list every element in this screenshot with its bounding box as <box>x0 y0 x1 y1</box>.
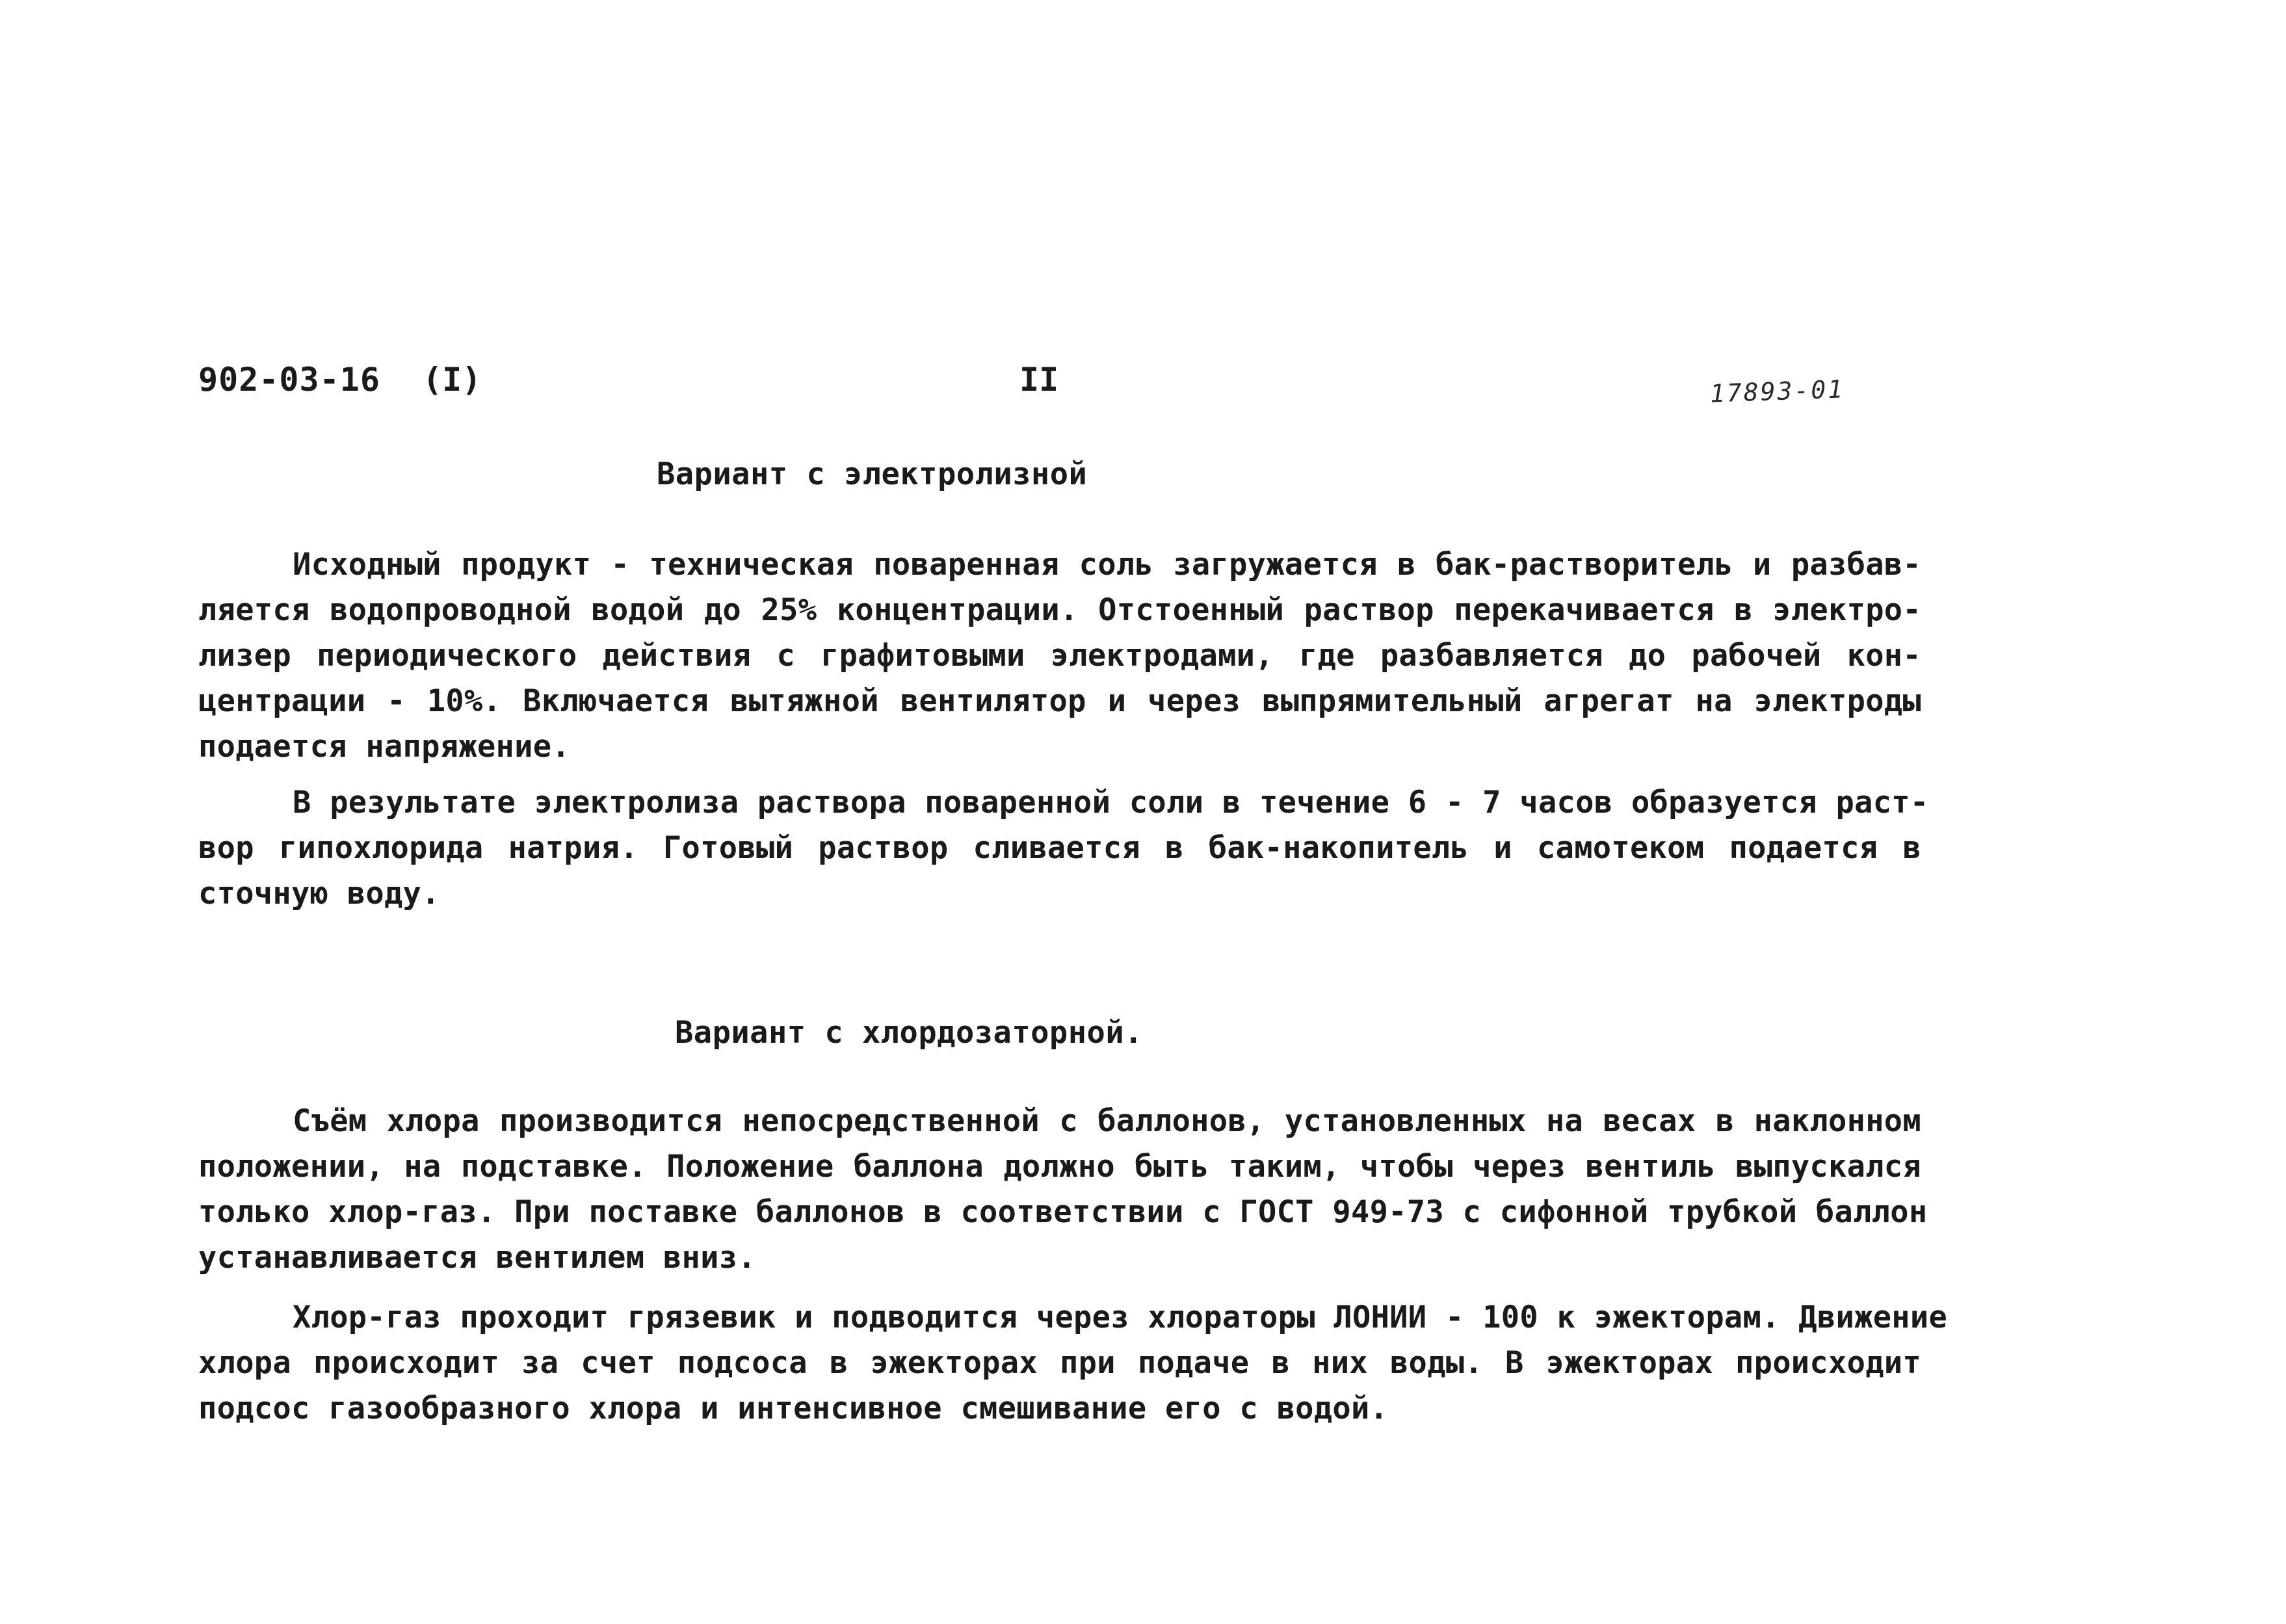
section-heading-chlorinator: Вариант с хлордозаторной. <box>675 1015 1143 1051</box>
paragraph-line: хлора происходит за счет подсоса в эжекторах при подаче в них воды. В эжекторах происходит <box>198 1345 1921 1381</box>
paragraph-chlorinator-2 <box>198 1295 1948 1432</box>
paragraph-line: только хлор-газ. При поставке баллонов в соответствии с ГОСТ 949-73 с сифонной трубкой баллон <box>198 1194 1928 1230</box>
paragraph-line: Исходный продукт - техническая поваренная соль загружается в бак-растворитель и разбав- <box>293 547 1921 583</box>
document-code: 902-03-16 <box>198 361 380 399</box>
paragraph-line: вор гипохлорида натрия. Готовый раствор сливается в бак-накопитель и самотеком подается в <box>198 830 1921 866</box>
paragraph-line: Съём хлора производится непосредственной с баллонов, установленных на весах в наклонном <box>293 1103 1921 1139</box>
paragraph-line: подается напряжение. <box>198 729 570 765</box>
paragraph-line: подсос газообразного хлора и интенсивное смешивание его с водой. <box>198 1391 1389 1426</box>
paragraph-line: Хлор-газ проходит грязевик и подводится через хлораторы ЛОНИИ - 100 к эжекторам. Движение <box>293 1300 1948 1335</box>
paragraph-chlorinator-1 <box>198 1099 1928 1281</box>
paragraph-electrolysis-2 <box>198 780 1929 917</box>
handwritten-stamp: 17893-01 <box>1709 374 1845 408</box>
paragraph-line: В результате электролиза раствора поваренной соли в течение 6 - 7 часов образуется раст- <box>293 785 1929 820</box>
paragraph-line: центрации - 10%. Включается вытяжной вентилятор и через выпрямительный агрегат на электроды <box>198 683 1921 719</box>
paragraph-line: устанавливается вентилем вниз. <box>198 1240 756 1276</box>
page-number: II <box>1019 361 1059 399</box>
document-edition: (I) <box>423 361 482 399</box>
section-heading-electrolysis: Вариант с электролизной <box>657 456 1088 492</box>
paragraph-line: положении, на подставке. Положение баллона должно быть таким, чтобы через вентиль выпускался <box>198 1149 1921 1185</box>
paragraph-line: ляется водопроводной водой до 25% концентрации. Отстоенный раствор перекачивается в электро- <box>198 592 1921 628</box>
paragraph-line: сточную воду. <box>198 876 440 911</box>
paragraph-electrolysis-1 <box>198 542 1921 770</box>
paragraph-line: лизер периодического действия с графитовыми электродами, где разбавляется до рабочей кон- <box>198 638 1921 674</box>
